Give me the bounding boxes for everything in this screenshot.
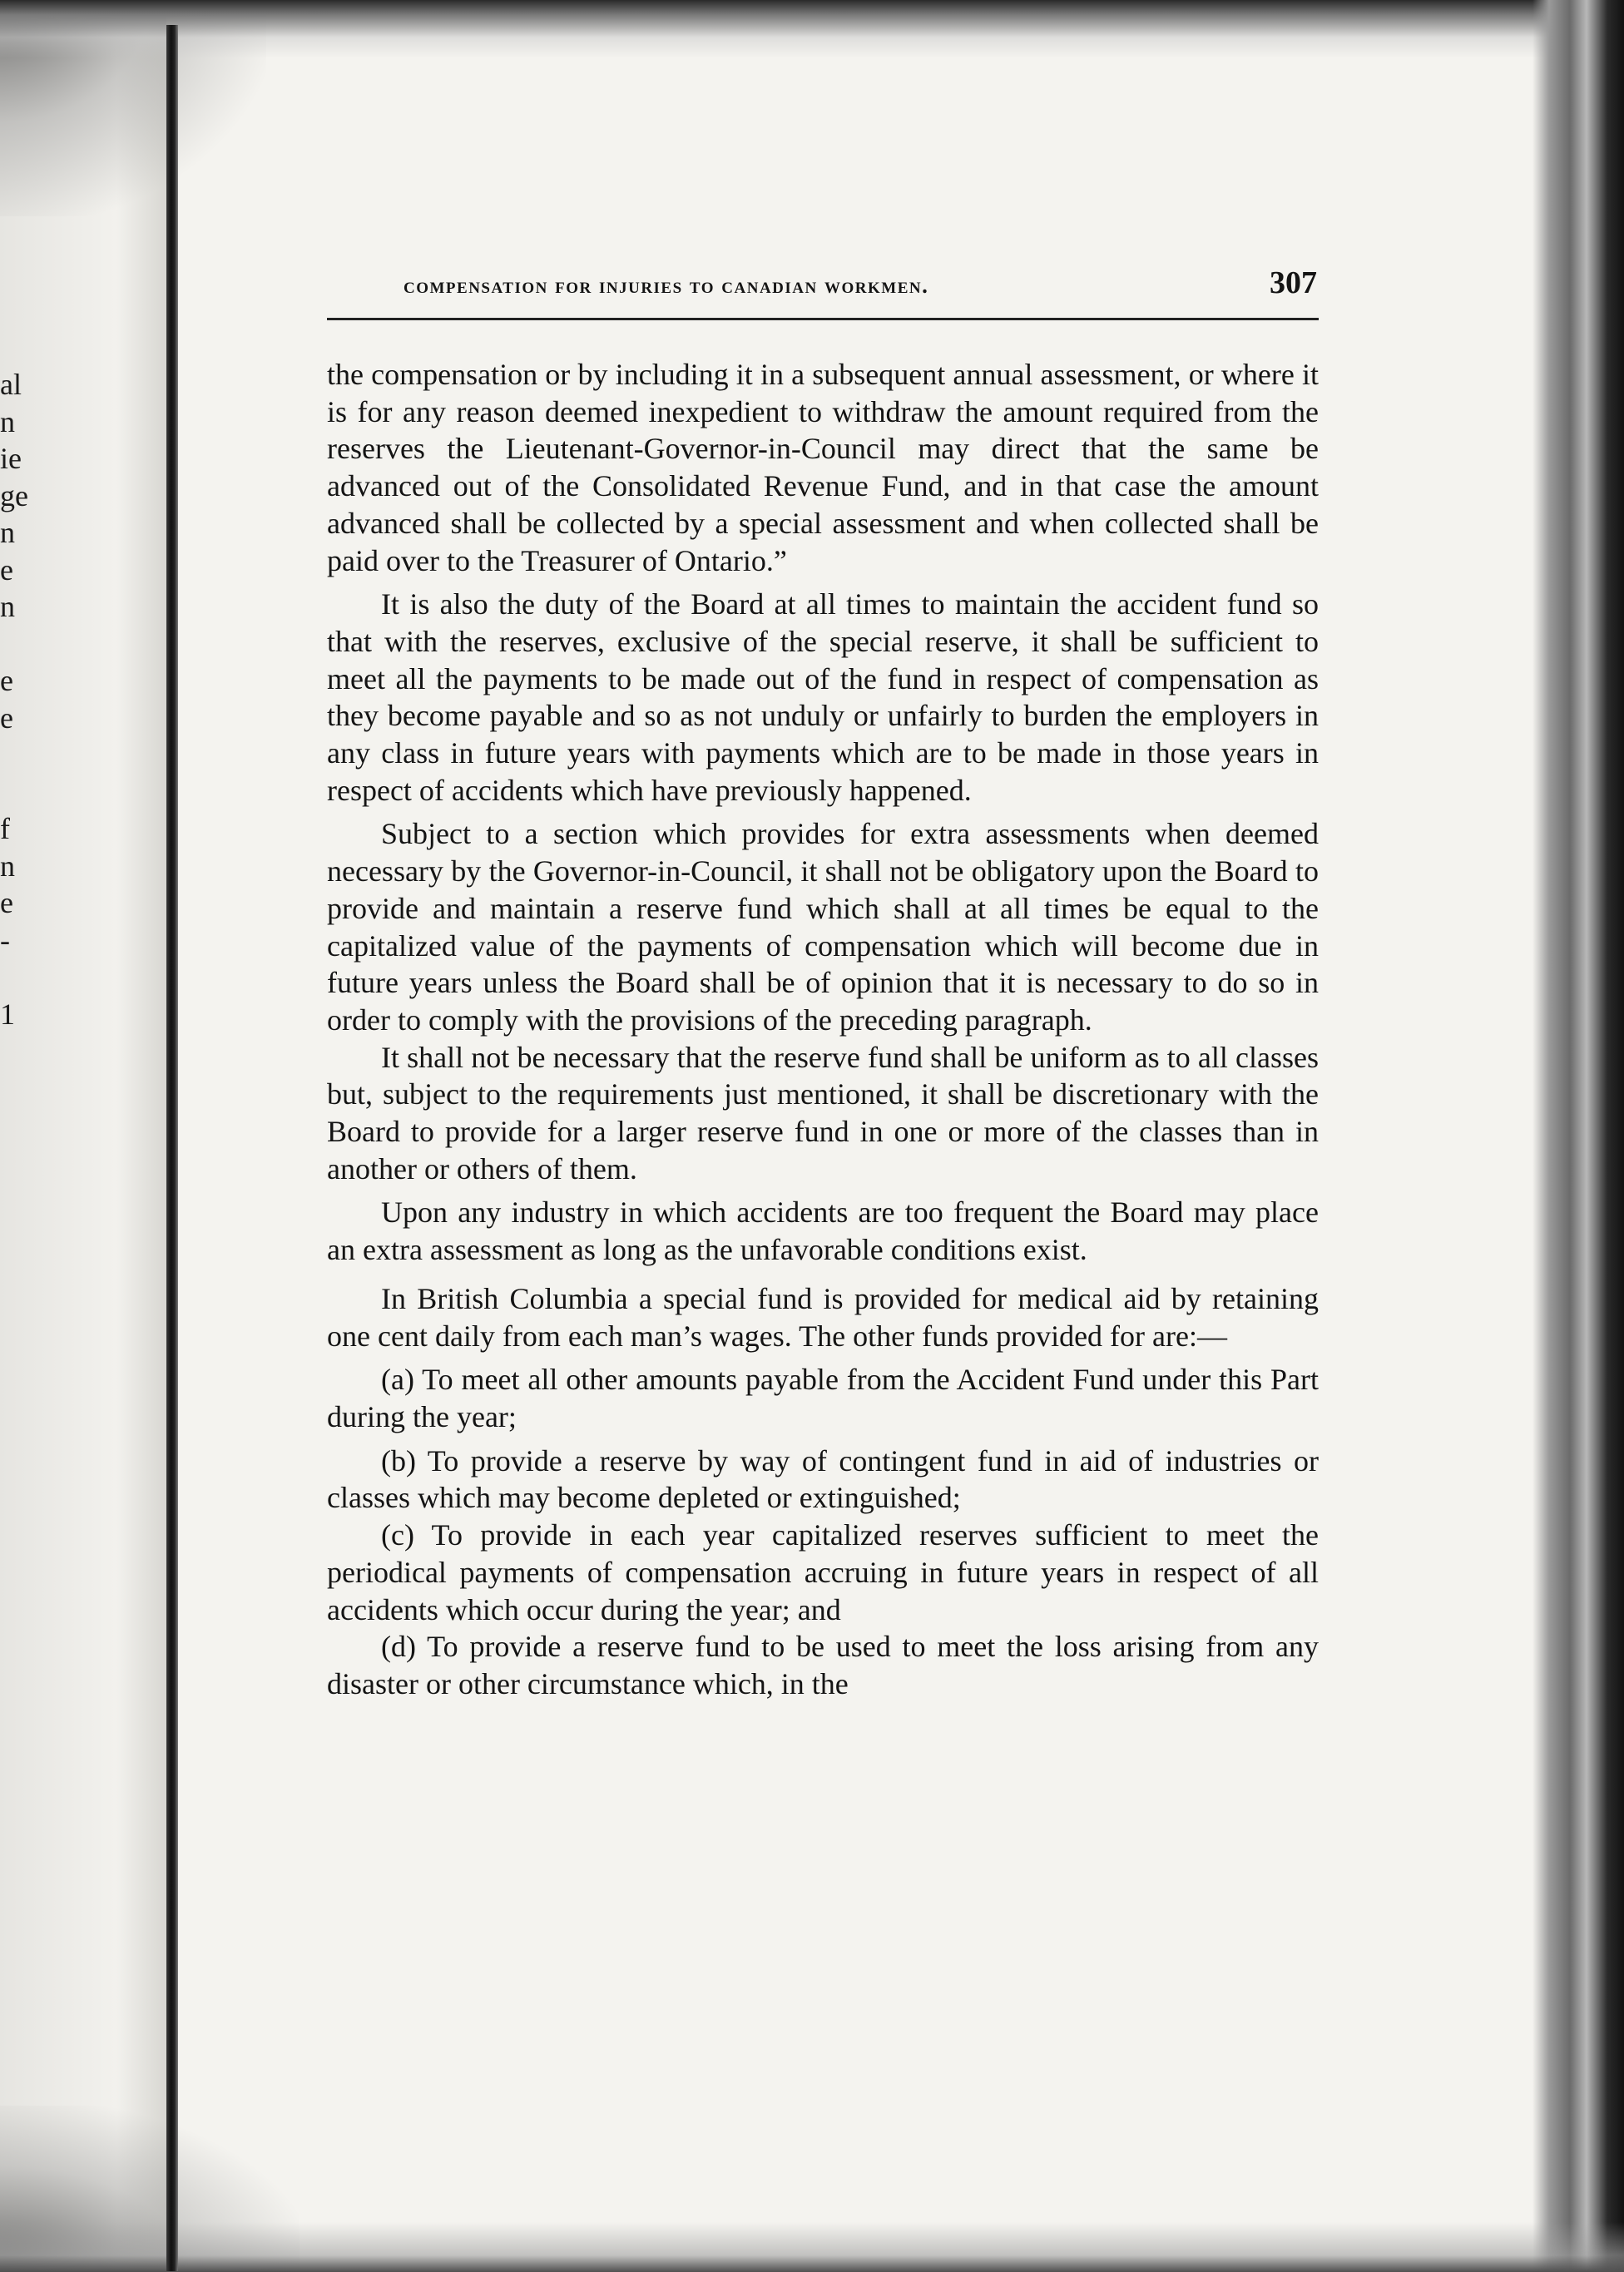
running-title: compensation for injuries to canadian workmen. <box>404 273 929 298</box>
fragment: e <box>0 552 13 587</box>
fragment: e <box>0 886 13 919</box>
fragment: 1 <box>0 997 15 1031</box>
fragment: e <box>0 664 13 697</box>
scan-edge-right <box>1532 0 1624 2272</box>
paragraph: Upon any industry in which accidents are too frequent the Board may place an extra assessment as long as the unfavorable conditions exist. <box>327 1195 1319 1267</box>
paragraph: It is also the duty of the Board at all times to maintain the accident fund so that with the reserves, exclusive of the special reserve, it shall be sufficient to meet all the payments to be made out of the fund in respect of compensation as they become payable and so as not unduly or unfairly to burden the employers in any class in future years with payments which are to be made in those years in respect of accidents which have previously happened. <box>327 587 1319 807</box>
fragment: ie <box>0 442 22 475</box>
body-text <box>327 356 1319 1703</box>
paragraph: It shall not be necessary that the reserve fund shall be uniform as to all classes but, subject to the requirements just mentioned, it shall be discretionary with the Board to provide for a larger reserve fund in one or more of the classes than in another or others of them. <box>327 1040 1319 1185</box>
fragment <box>0 958 33 996</box>
fragment <box>0 736 33 774</box>
scan-edge-bottom <box>0 2222 1624 2272</box>
list-item: (c) To provide in each year capitalized reserves sufficient to meet the periodical payments of compensation accruing in future years in respect of all accidents which occur during the year; and <box>327 1518 1319 1626</box>
paragraph: Subject to a section which provides for extra assessments when deemed necessary by the Governor-in-Council, it shall not be obligatory upon the Board to provide and maintain a reserve fund which shall at all times be equal to the capitalized value of the payments of compensation which will become due in future years unless the Board shall be of opinion that it is necessary to do so in order to comply with the provisions of the preceding paragraph. <box>327 817 1319 1037</box>
paragraph: the compensation or by including it in a subsequent annual assessment, or where it is for any reason deemed inexpedient to withdraw the amount required from the reserves the Lieutenant-Governor-in-Council may direct that the same be advanced out of the Consolidated Revenue Fund, and in that case the amount advanced shall be collected by a special assessment and when collected shall be paid over to the Treasurer of Ontario.” <box>327 358 1319 577</box>
fragment: n <box>0 849 15 883</box>
fragment: - <box>0 923 10 957</box>
list-item: (a) To meet all other amounts payable from the Accident Fund under this Part during the year; <box>327 1363 1319 1433</box>
fragment <box>0 774 33 811</box>
list-item: (d) To provide a reserve fund to be used to meet the loss arising from any disaster or other circumstance which, in the <box>327 1630 1319 1700</box>
fragment <box>0 626 33 663</box>
fragment: f <box>0 812 10 845</box>
paragraph: In British Columbia a special fund is provided for medical aid by retaining one cent daily from each man’s wages. The other funds provided for are:— <box>327 1281 1319 1353</box>
page-number: 307 <box>1270 265 1317 300</box>
previous-page-fragments <box>0 366 33 1032</box>
fragment: al <box>0 368 22 401</box>
scan-edge-top <box>0 0 1624 58</box>
gutter-shade <box>0 0 166 2272</box>
fragment: e <box>0 700 13 735</box>
fragment: ge <box>0 478 28 512</box>
running-header <box>327 265 1317 306</box>
fragment: n <box>0 590 15 623</box>
fragment: n <box>0 404 15 438</box>
header-rule <box>327 318 1319 320</box>
book-gutter <box>166 25 178 2271</box>
fragment: n <box>0 516 15 549</box>
list-item: (b) To provide a reserve by way of contingent fund in aid of industries or classes which may become depleted or extinguished; <box>327 1443 1319 1515</box>
